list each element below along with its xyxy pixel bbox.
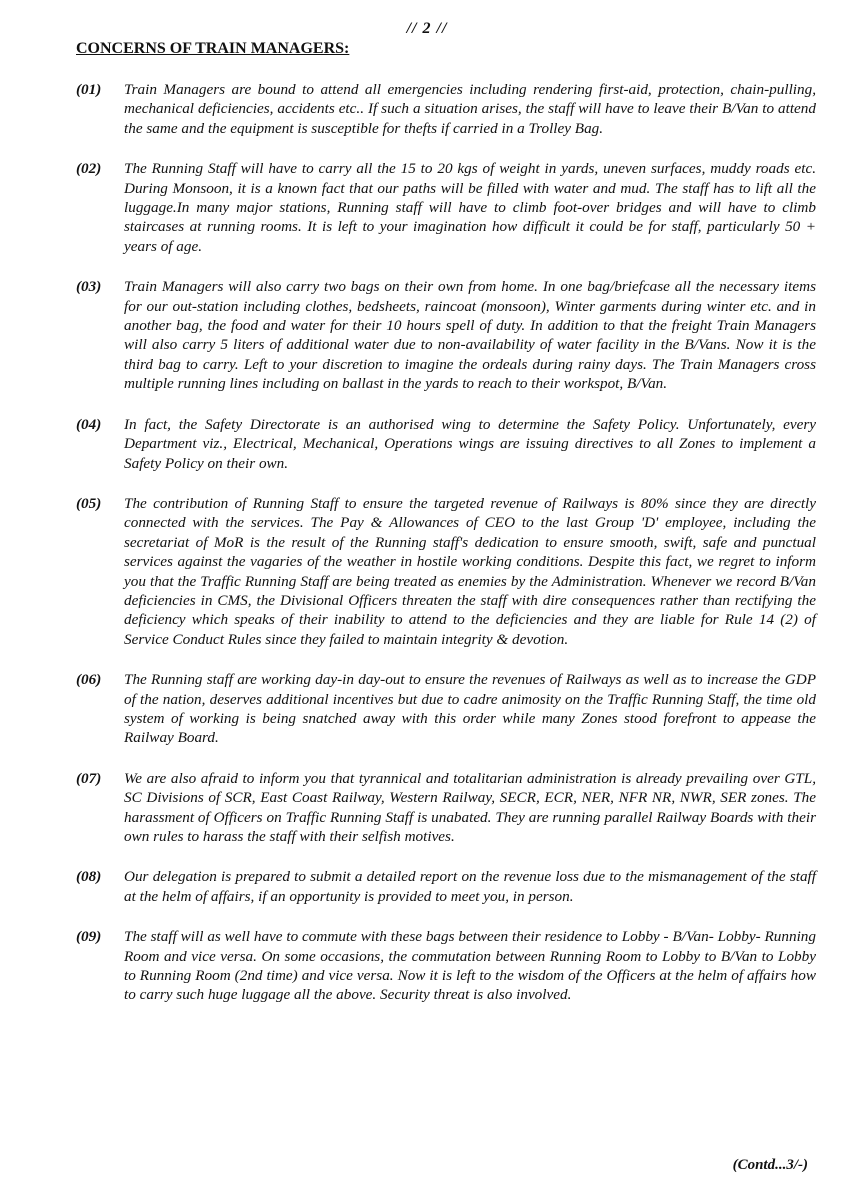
list-item — [76, 670, 816, 748]
item-number: (03) — [76, 278, 102, 296]
item-number: (02) — [76, 160, 102, 178]
concerns-list — [76, 80, 816, 1026]
list-item — [76, 415, 816, 473]
list-item — [76, 769, 816, 847]
item-number: (09) — [76, 928, 102, 946]
list-item — [76, 494, 816, 649]
item-text: We are also afraid to inform you that tyrannical and totalitarian administration is already prevailing over GTL, SC Divisions of SCR, East Coast Railway, Western Railway, SECR, ECR, NER, NFR NR, NWR, SER zones. The harassment of Officers on Traffic Running Staff is unabated. They are running parallel Railway Boards with their own rules to harass the staff with their selfish motives. — [124, 769, 816, 845]
page-number: // 2 // — [406, 20, 448, 37]
item-text: Our delegation is prepared to submit a detailed report on the revenue loss due to the mismanagement of the staff at the helm of affairs, if an opportunity is provided to meet you, in person. — [124, 868, 816, 905]
item-text: The contribution of Running Staff to ensure the targeted revenue of Railways is 80% since they are directly connected with the services. The Pay & Allowances of CEO to the last Group 'D' employee, including the secretariat of MoR is the result of the Running staff's dedication to ensure smooth, swift, safe and punctual services against the vagaries of the weather in hostile working conditions. Despite this fact, we regret to inform you that the Traffic Running Staff are being treated as enemies by the Administration. Whenever we record B/Van deficiencies in CMS, the Divisional Officers threaten the staff with dire consequences rather than rectifying the deficiency which speaks of their inability to attend to the deficiencies and they are liable for Rule 14 (2) of Service Conduct Rules since they failed to maintain integrity & devotion. — [124, 494, 816, 648]
continued-note: (Contd...3/-) — [732, 1157, 808, 1173]
item-number: (05) — [76, 494, 102, 512]
list-item — [76, 80, 816, 138]
list-item — [76, 159, 816, 256]
list-item — [76, 277, 816, 393]
item-text: Train Managers will also carry two bags on their own from home. In one bag/briefcase all the necessary items for our out-station including clothes, bedsheets, raincoat (monsoon), Winter garments during winter etc. and in another bag, the food and water for their 10 hours spell of duty. In addition to that the freight Train Managers will also carry 5 liters of additional water due to non-availability of water facility in the B/Vans. Now it is the third bag to carry. Left to your discretion to imagine the ordeals during rainy days. The Train Managers cross multiple running lines including on ballast in the yards to reach to their workspot, B/Van. — [124, 278, 816, 393]
item-number: (06) — [76, 671, 102, 689]
item-number: (08) — [76, 868, 102, 886]
item-text: The Running Staff will have to carry all the 15 to 20 kgs of weight in yards, uneven surfaces, muddy roads etc. During Monsoon, it is a known fact that our paths will be filled with water and mud. The staff has to lift all the luggage.In many major stations, Running staff will have to climb foot-over bridges and will have to climb staircases at running rooms. It is left to your imagination how difficult it could be for staff, particularly 50 + years of age. — [124, 160, 816, 255]
item-text: The Running staff are working day-in day-out to ensure the revenues of Railways as well as to increase the GDP of the nation, deserves additional incentives but due to cadre animosity on the Traffic Running Staff, the time old system of working is being snatched away with this order while many Zones stood forefront to appease the Railway Board. — [124, 671, 816, 747]
item-text: Train Managers are bound to attend all emergencies including rendering first-aid, protection, chain-pulling, mechanical deficiencies, accidents etc.. If such a situation arises, the staff will have to leave their B/Van to attend the same and the equipment is susceptible for thefts if carried in a Trolley Bag. — [124, 81, 816, 137]
item-text: The staff will as well have to commute with these bags between their residence to Lobby - B/Van- Lobby- Running Room and vice versa. On some occasions, the commutation between Running Room to Lobby to B/Van to Lobby to Running Room (2nd time) and vice versa. Now it is left to the wisdom of the Officers at the helm of affairs how to carry such huge luggage all the above. Security threat is also involved. — [124, 928, 816, 1004]
item-number: (01) — [76, 81, 102, 98]
item-number: (07) — [76, 769, 102, 787]
section-heading: CONCERNS OF TRAIN MANAGERS: — [76, 40, 350, 57]
list-item — [76, 867, 816, 906]
item-number: (04) — [76, 415, 102, 433]
list-item — [76, 927, 816, 1005]
item-text: In fact, the Safety Directorate is an authorised wing to determine the Safety Policy. Unfortunately, every Department viz., Electrical, Mechanical, Operations wings are issuing directives to all Zones to implement a Safety Policy on their own. — [124, 415, 816, 472]
